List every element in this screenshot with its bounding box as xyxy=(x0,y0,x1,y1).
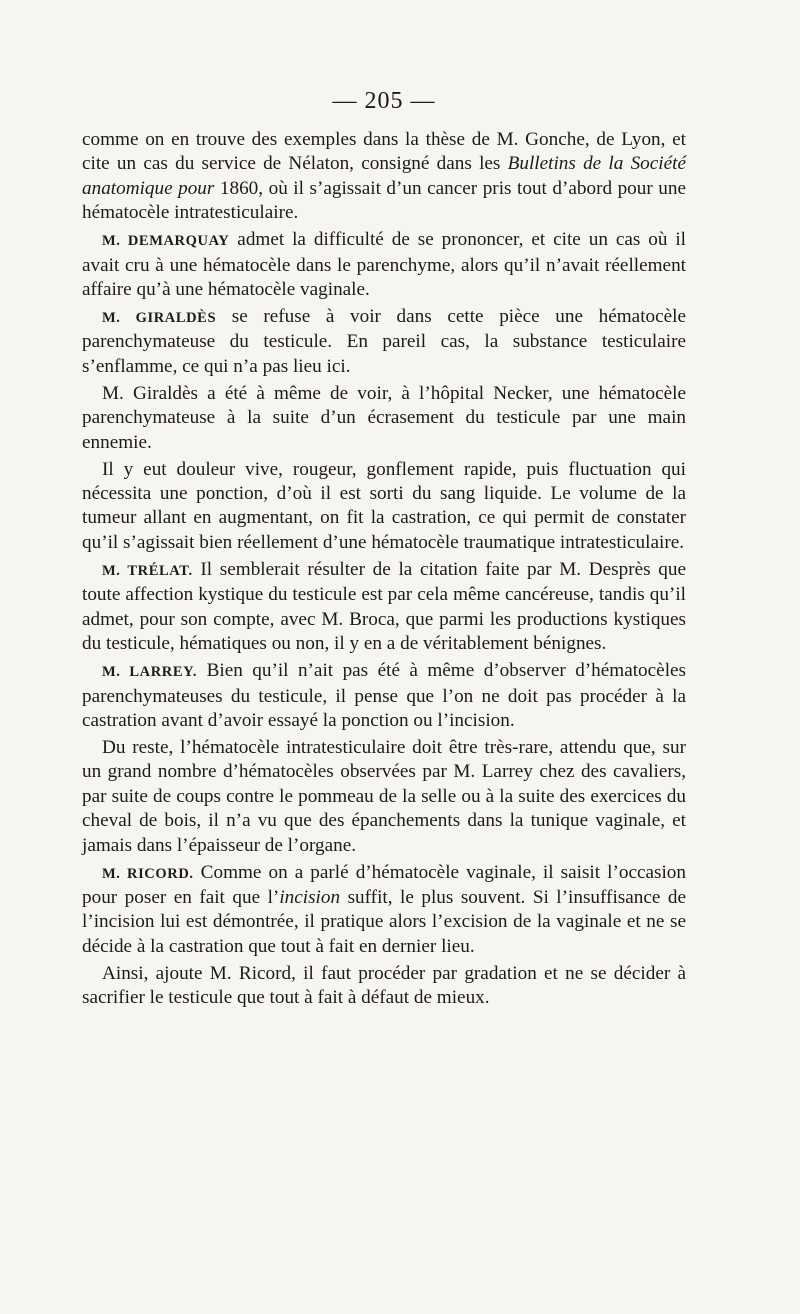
text-segment: M. Giraldès a été à même de voir, à l’hôpital Necker, une hématocèle parenchymateuse à la suite d’un écrasement du testicule par une main ennemie. xyxy=(82,382,686,453)
paragraph xyxy=(82,861,686,960)
paragraph xyxy=(82,736,686,858)
paragraph xyxy=(82,382,686,455)
text-segment: 1860, où il s’agissait d’un cancer pris tout d’abord pour une hématocèle intratesticulaire. xyxy=(82,177,686,224)
page-number: — 205 — xyxy=(332,88,436,114)
paragraph xyxy=(82,305,686,379)
speaker-name: M. DEMARQUAY xyxy=(102,233,230,250)
paragraph xyxy=(82,558,686,657)
italic-text: Bulletins de la Société anatomique pour xyxy=(82,153,686,199)
body-text xyxy=(82,128,686,1013)
paragraph xyxy=(82,128,686,226)
text-segment: se refuse à voir dans cette pièce une hématocèle parenchymateuse du testicule. En pareil cas, la substance testiculaire s’enflamme, ce qui n’a pas lieu ici. xyxy=(82,306,687,377)
paragraph xyxy=(82,962,686,1011)
text-segment: Il y eut douleur vive, rougeur, gonflement rapide, puis fluctuation qui nécessita une ponction, d’où il est sorti du sang liquide. Le volume de la tumeur allant en augmentant, on fit la castration, ce qui permit de constater qu’il s’agissait bien réellement d’une hématocèle traumatique intratesticulaire. xyxy=(82,458,686,553)
text-segment: admet la difficulté de se prononcer, et cite un cas où il avait cru à une hématocèle dans le parenchyme, alors qu’il n’avait réellement affaire qu’à une hématocèle vaginale. xyxy=(82,229,686,301)
paragraph xyxy=(82,659,686,733)
italic-text: incision xyxy=(279,886,341,908)
text-segment: Du reste, l’hématocèle intratesticulaire doit être très-rare, attendu que, sur un grand nombre d’hématocèles observées par M. Larrey chez des cavaliers, par suite de coups contre le pommeau de la selle ou à la suite des exercices du cheval de bois, il n’a vu que des épanchements dans la tunique vaginale, et jamais dans l’épaisseur de l’organe. xyxy=(82,736,686,856)
text-segment: Bien qu’il n’ait pas été à même d’observer d’hématocèles parenchymateuses du testicule, il pense que l’on ne doit pas procéder à la castration avant d’avoir essayé la ponction ou l’incision. xyxy=(82,660,687,731)
text-segment: comme on en trouve des exemples dans la thèse de M. Gonche, de Lyon, et cite un cas du service de Nélaton, consigné dans les xyxy=(82,129,686,175)
speaker-name: M. LARREY. xyxy=(102,664,198,681)
text-segment: suffit, le plus souvent. Si l’insuffisance de l’incision lui est démontrée, il pratique alors l’excision de la vaginale et ne se décide à la castration que tout à fait en dernier lieu. xyxy=(82,886,686,957)
text-segment: Il semblerait résulter de la citation faite par M. Desprès que toute affection kystique du testicule est par cela même cancéreuse, tandis qu’il admet, pour son compte, avec M. Broca, que parmi les productions kystiques du testicule, hématiques ou non, il y en a de véritablement bénignes. xyxy=(82,558,687,655)
text-segment: Ainsi, ajoute M. Ricord, il faut procéder par gradation et ne se décider à sacrifier le testicule que tout à fait à défaut de mieux. xyxy=(82,962,686,1009)
speaker-name: M. RICORD. xyxy=(102,865,194,882)
paragraph xyxy=(82,228,686,302)
speaker-name: M. TRÉLAT. xyxy=(102,562,193,579)
speaker-name: M. GIRALDÈS xyxy=(102,310,217,327)
paragraph xyxy=(82,458,686,556)
text-segment: Comme on a parlé d’hématocèle vaginale, il saisit l’occasion pour poser en fait que l’ xyxy=(82,861,686,908)
